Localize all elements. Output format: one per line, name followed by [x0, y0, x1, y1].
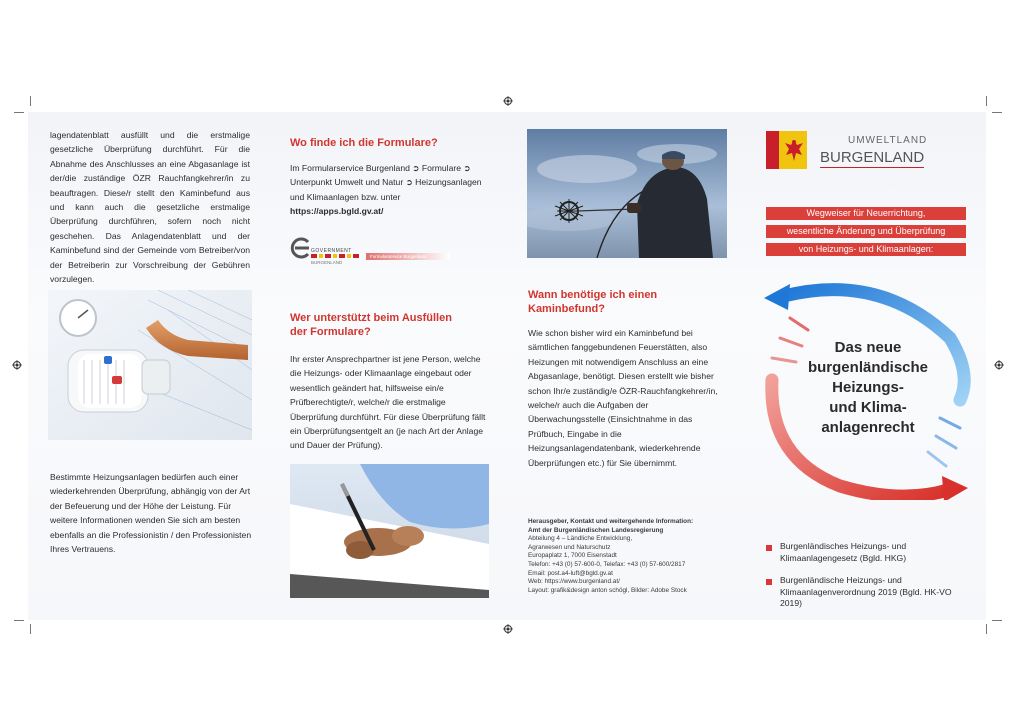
publisher-info	[528, 518, 728, 595]
crop-mark	[992, 112, 1002, 113]
cover-title	[790, 338, 946, 438]
registration-mark-icon	[12, 360, 22, 370]
radiator-thermostat-image	[48, 290, 252, 440]
formularservice-label: Formularservice Burgenland	[370, 253, 427, 259]
logo-burgenland-text: BURGENLAND	[820, 149, 925, 166]
publisher-title: Herausgeber, Kontakt und weitergehende Information:	[528, 518, 694, 525]
law-list	[766, 541, 966, 610]
egov-color-strip	[311, 254, 361, 258]
publisher-email[interactable]: Email: post.a4-luft@bgld.gv.at	[528, 569, 613, 577]
crop-mark	[986, 624, 987, 634]
where-forms-body: Im Formularservice Burgenland ➲ Formulare ➲ Unterpunkt Umwelt und Natur ➲ Heizungsanlagen und Klimaanlagen bzw. unter	[290, 163, 482, 202]
publisher-line: Agrarwesen und Naturschutz	[528, 543, 611, 551]
list-item	[766, 541, 966, 564]
cover-title-line: Das neue	[834, 339, 902, 356]
formular-link[interactable]: https://apps.bgld.gv.at/	[290, 206, 384, 217]
egov-label: GOVERNMENT	[311, 248, 352, 254]
publisher-org: Amt der Burgenländischen Landesregierung	[528, 526, 664, 534]
publisher-line: Abteilung 4 – Ländliche Entwicklung,	[528, 535, 633, 543]
cover-title-line: anlagenrecht	[821, 419, 915, 436]
bullet-square-icon	[766, 545, 772, 551]
publisher-web[interactable]: Web: https://www.burgenland.at/	[528, 578, 620, 586]
crop-mark	[986, 96, 987, 106]
heading-who-supports: Wer unterstützt beim Ausfüllen der Formulare?	[290, 312, 452, 338]
registration-mark-icon	[503, 624, 513, 634]
banner-line-2: wesentliche Änderung und Überprüfung	[766, 225, 966, 238]
e-government-logo-icon	[290, 234, 312, 262]
umweltland-logo	[766, 131, 928, 171]
banner-line-3: von Heizungs- und Klimaanlagen:	[766, 243, 966, 256]
chimney-sweep-image	[527, 129, 727, 258]
crop-mark	[30, 624, 31, 634]
publisher-line: Telefon: +43 (0) 57-600-0, Telefax: +43 (0) 57-600/2817	[528, 560, 686, 568]
heading-where-forms: Wo finde ich die Formulare?	[290, 137, 438, 149]
eagle-coat-of-arms-icon	[783, 137, 805, 163]
who-supports-text: Ihr erster Ansprechpartner ist jene Person, welche die Heizungs- oder Klimaanlage eingebaut oder wesentlich geändert hat, hilfsweise ein/e Prüfberechtigte/r, welche/r die erstmalige Überprüfung durchführt. Für diese Überprüfung fällt ein Überprüfungsentgelt an (je nach Art der Anlage und Dauer der Prüfung).	[290, 354, 486, 451]
when-needed-text: Wie schon bisher wird ein Kaminbefund bei sämtlichen fanggebundenen Feuerstätten, also Heizungen mit notwendigem Anschluss an eine Abgasanlage, benötigt. Diesen erstellt wie bisher schon Ihr/e zuständig/e ÖZR-Rauchfangkehrer/in, welche/r auch die Aufgaben der Überwachungsstelle (Einsichtnahme in das Prüfbuch, Eingabe in die Heizungsanlagendatenbank, wiederkehrende Überprüfungen etc.) für Sie übernimmt.	[528, 328, 718, 468]
law-item-hkvo: Burgenländische Heizungs- und Klimaanlagenverordnung 2019 (Bgld. HK-VO 2019)	[780, 575, 952, 608]
crop-mark	[14, 620, 24, 621]
cover-title-line: burgenländische	[807, 359, 929, 376]
registration-mark-icon	[503, 96, 513, 106]
logo-red-stripe	[766, 131, 779, 169]
publisher-line: Layout: grafik&design anton schögl, Bilder: Adobe Stock	[528, 586, 687, 594]
law-item-hkg: Burgenländisches Heizungs- und Klimaanlagengesetz (Bgld. HKG)	[780, 541, 907, 563]
egov-sub-label: BURGENLAND	[311, 260, 343, 265]
registration-mark-icon	[994, 360, 1004, 370]
panel1-paragraph-2: Bestimmte Heizungsanlagen bedürfen auch einer wiederkehrenden Überprüfung, abhängig von der Art der Befeuerung und der Höhe der Leistung. Für weitere Informationen wenden Sie sich am besten ebenfalls an die Professionistin / den Professionisten Ihres Vertrauens.	[50, 472, 252, 555]
list-item	[766, 575, 966, 610]
heading-when-needed: Wann benötige ich einen Kaminbefund?	[528, 289, 658, 315]
cover-title-line: Heizungs-	[832, 379, 904, 396]
where-forms-text	[290, 161, 490, 219]
crop-mark	[30, 96, 31, 106]
guide-banner	[766, 207, 966, 261]
banner-line-1: Wegweiser für Neuerrichtung,	[766, 207, 966, 220]
crop-mark	[992, 620, 1002, 621]
crop-mark	[14, 112, 24, 113]
logo-umweltland-text: UMWELTLAND	[848, 135, 928, 146]
cover-title-line: und Klima-	[829, 399, 907, 416]
publisher-line: Europaplatz 1, 7000 Eisenstadt	[528, 552, 617, 560]
bullet-square-icon	[766, 579, 772, 585]
hand-writing-image	[290, 464, 489, 598]
egov-logos	[290, 234, 490, 270]
panel1-paragraph-1: lagendatenblatt ausfüllt und die erstmalige gesetzliche Überprüfung durchführt. Für die Abnahme des Anschlusses an eine Abgasanlage ist der/die zuständige ÖZR Rauchfangkehrer/in zu beauftragen. Diese/r stellt den Kaminbefund aus und kann auch die gesetzliche erstmalige Überprüfung durchführen, sofern noch nicht geschehen. Das Anlagendatenblatt und der Kaminbefund sind der Gemeinde vom Betreiber/von der Betreiberin zur Vorschreibung der Gebühren vorzulegen.	[50, 130, 250, 285]
